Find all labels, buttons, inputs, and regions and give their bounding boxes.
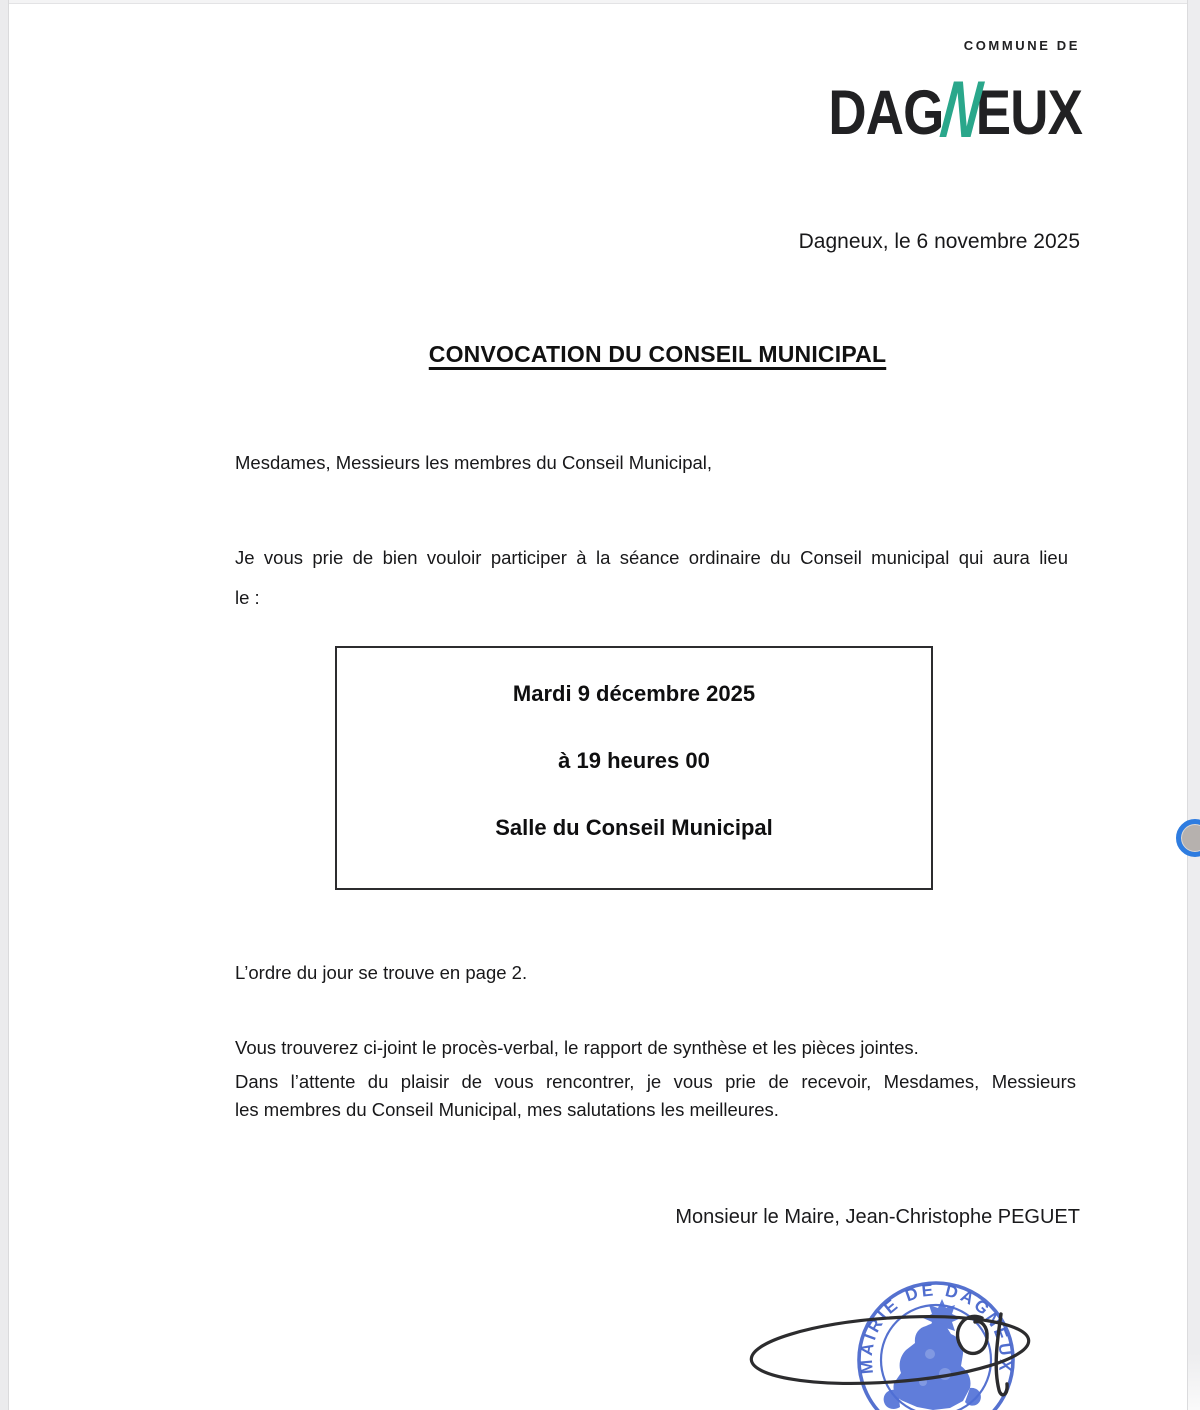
- viewer-left-edge: [0, 0, 9, 1410]
- logo-wordmark: [828, 65, 1082, 155]
- dagneux-logo: [828, 36, 1082, 155]
- official-stamp-and-signature: [738, 1270, 1050, 1410]
- intro-tail: le :: [235, 587, 260, 608]
- mayor-stamp-graphic: [738, 1270, 1050, 1410]
- meeting-date: Mardi 9 décembre 2025: [512, 681, 756, 706]
- date-line: Dagneux, le 6 novembre 2025: [798, 230, 1080, 253]
- intro-paragraph: [235, 538, 1068, 618]
- closing-paragraph: [235, 1068, 1076, 1124]
- meeting-time: à 19 heures 00: [558, 748, 710, 773]
- page-title: CONVOCATION DU CONSEIL MUNICIPAL: [428, 341, 887, 367]
- viewer-top-edge: [0, 0, 1200, 4]
- logo-text-prefix: DAG: [828, 78, 944, 148]
- handwritten-signature: [749, 1308, 1031, 1394]
- viewer-right-edge: [1187, 0, 1200, 1410]
- closing-line-1: Dans l’attente du plaisir de vous rencontrer, je vous prie de recevoir, Mesdames, Messieurs: [235, 1071, 1076, 1092]
- logo-accent-n: N: [936, 65, 986, 155]
- seal-text: MAIRIE DE DAGNEUX: [856, 1280, 1016, 1376]
- agenda-note: L’ordre du jour se trouve en page 2.: [235, 962, 528, 983]
- signatory-name: Monsieur le Maire, Jean-Christophe PEGUET: [675, 1206, 1080, 1228]
- meeting-details-box: [335, 646, 933, 890]
- logo-commune-label: COMMUNE DE: [963, 38, 1080, 53]
- attachments-note: Vous trouverez ci-joint le procès-verbal, le rapport de synthèse et les pièces jointes.: [235, 1037, 919, 1058]
- intro-line: Je vous prie de bien vouloir participer à la séance ordinaire du Conseil municipal qui aura lieu: [235, 547, 1068, 568]
- meeting-place: Salle du Conseil Municipal: [495, 815, 773, 840]
- closing-line-2: les membres du Conseil Municipal, mes salutations les meilleures.: [235, 1099, 779, 1120]
- salutation-paragraph: Mesdames, Messieurs les membres du Conseil Municipal,: [235, 452, 713, 473]
- logo-text-suffix: EUX: [975, 78, 1082, 148]
